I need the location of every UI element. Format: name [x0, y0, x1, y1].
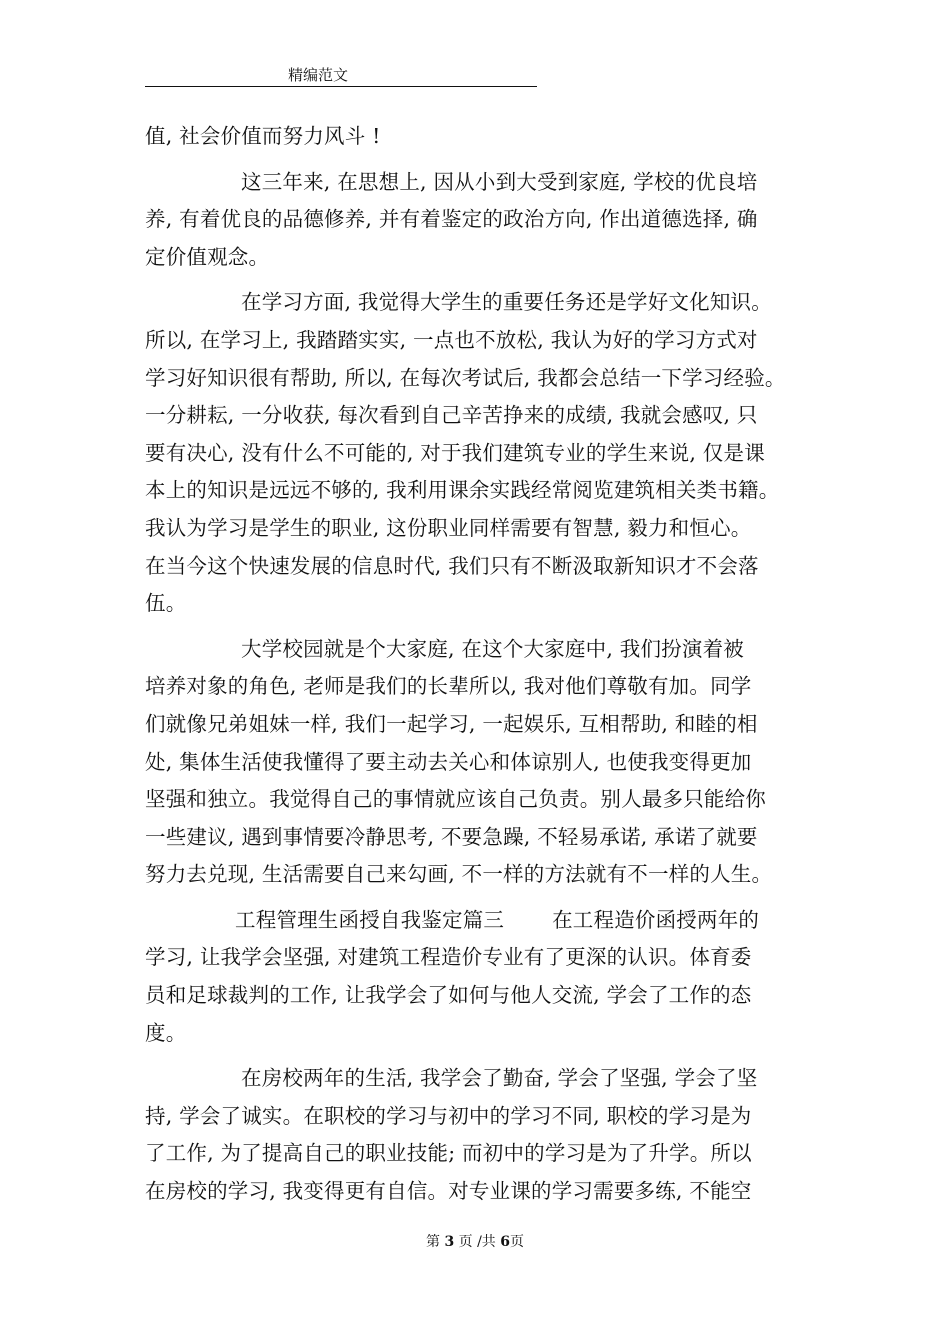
- paragraph: [145, 902, 815, 1052]
- text-line: 在当今这个快速发展的信息时代, 我们只有不断汲取新知识才不会落: [145, 553, 759, 578]
- section-heading: 工程管理生函授自我鉴定篇三: [235, 907, 505, 932]
- footer-prefix: 第: [425, 1234, 440, 1250]
- paragraph: [145, 118, 815, 156]
- text-line: 要有决心, 没有什么不可能的, 对于我们建筑专业的学生来说, 仅是课: [145, 440, 765, 465]
- text-line: 员和足球裁判的工作, 让我学会了如何与他人交流, 学会了工作的态: [145, 983, 752, 1008]
- footer-suffix: 页: [510, 1234, 525, 1250]
- text-line: 在房校两年的生活, 我学会了勤奋, 学会了坚强, 学会了坚: [241, 1066, 758, 1091]
- text-line: 定价值观念。: [145, 244, 270, 269]
- text-line: 大学校园就是个大家庭, 在这个大家庭中, 我们扮演着被: [241, 636, 744, 661]
- text-line: 努力去兑现, 生活需要自己来勾画, 不一样的方法就有不一样的人生。: [145, 862, 773, 887]
- text-line: 一些建议, 遇到事情要冷静思考, 不要急躁, 不轻易承诺, 承诺了就要: [145, 824, 758, 849]
- paragraph: [145, 631, 815, 894]
- text-line: 本上的知识是远远不够的, 我利用课余实践经常阅览建筑相关类书籍。: [145, 478, 780, 503]
- text-line: 培养对象的角色, 老师是我们的长辈所以, 我对他们尊敬有加。同学: [145, 674, 752, 699]
- paragraph: [145, 1060, 815, 1210]
- text-line: 伍。: [145, 591, 187, 616]
- header-title: 精编范文: [288, 66, 349, 84]
- text-line: 一分耕耘, 一分收获, 每次看到自己辛苦挣来的成绩, 我就会感叹, 只: [145, 403, 758, 428]
- body-text: [145, 118, 815, 1211]
- page-header: [145, 66, 537, 87]
- text-line: 学习好知识很有帮助, 所以, 在每次考试后, 我都会总结一下学习经验。: [145, 365, 786, 390]
- footer-mid: 页 /共: [458, 1234, 496, 1250]
- text-line: 了工作, 为了提高自己的职业技能; 而初中的学习是为了升学。所以: [145, 1141, 752, 1166]
- text-line: 值, 社会价值而努力风斗 !: [145, 124, 381, 148]
- text-line: 在房校的学习, 我变得更有自信。对专业课的学习需要多练, 不能空: [145, 1179, 752, 1204]
- paragraph: [145, 284, 815, 622]
- text-line: 养, 有着优良的品德修养, 并有着鉴定的政治方向, 作出道德选择, 确: [145, 207, 758, 232]
- text-line: 学习, 让我学会坚强, 对建筑工程造价专业有了更深的认识。体育委: [145, 945, 752, 970]
- text-line: 这三年来, 在思想上, 因从小到大受到家庭, 学校的优良培: [241, 169, 758, 194]
- current-page-number: 3: [444, 1234, 455, 1250]
- text-line: 我认为学习是学生的职业, 这份职业同样需要有智慧, 毅力和恒心。: [145, 515, 752, 540]
- paragraph: [145, 164, 815, 277]
- text-line: 在学习方面, 我觉得大学生的重要任务还是学好文化知识。: [241, 290, 772, 315]
- section-lead-text: 在工程造价函授两年的: [552, 907, 760, 932]
- page-footer: [0, 1233, 950, 1251]
- text-line: 坚强和独立。我觉得自己的事情就应该自己负责。别人最多只能给你: [145, 787, 766, 812]
- total-page-number: 6: [500, 1234, 511, 1250]
- text-line: 处, 集体生活使我懂得了要主动去关心和体谅别人, 也使我变得更加: [145, 749, 752, 774]
- text-line: [145, 902, 815, 940]
- text-line: 度。: [145, 1020, 187, 1045]
- text-line: 所以, 在学习上, 我踏踏实实, 一点也不放松, 我认为好的学习方式对: [145, 327, 758, 352]
- text-line: 们就像兄弟姐妹一样, 我们一起学习, 一起娱乐, 互相帮助, 和睦的相: [145, 711, 758, 736]
- text-line: 持, 学会了诚实。在职校的学习与初中的学习不同, 职校的学习是为: [145, 1103, 752, 1128]
